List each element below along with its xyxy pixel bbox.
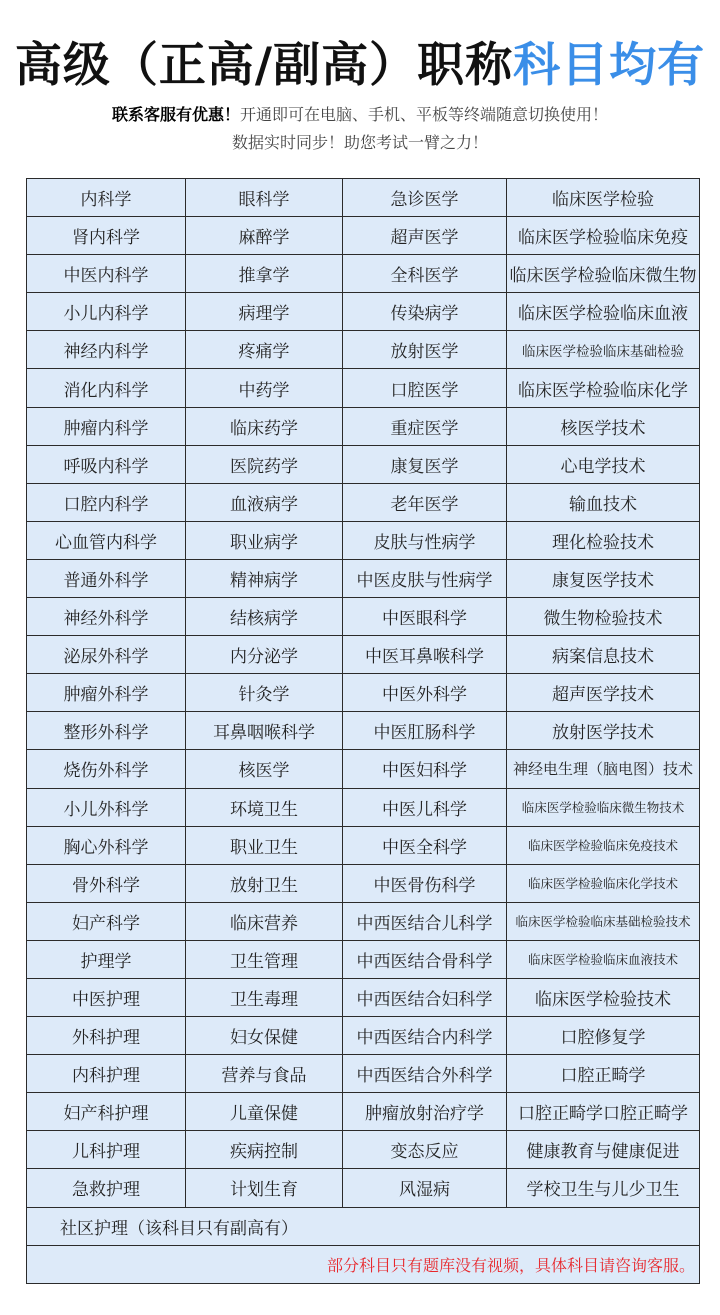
subject-cell: 职业卫生 bbox=[186, 826, 343, 864]
table-row bbox=[27, 636, 700, 674]
subject-cell: 中医妇科学 bbox=[343, 750, 507, 788]
subject-cell: 中医眼科学 bbox=[343, 598, 507, 636]
subject-cell: 整形外科学 bbox=[27, 712, 186, 750]
subject-cell: 烧伤外科学 bbox=[27, 750, 186, 788]
subject-cell: 康复医学 bbox=[343, 445, 507, 483]
subject-cell: 妇产科学 bbox=[27, 902, 186, 940]
subject-cell: 小儿外科学 bbox=[27, 788, 186, 826]
subject-cell: 心血管内科学 bbox=[27, 521, 186, 559]
table-row bbox=[27, 179, 700, 217]
subject-cell: 超声医学技术 bbox=[507, 674, 700, 712]
subject-cell: 肿瘤内科学 bbox=[27, 407, 186, 445]
subject-cell: 变态反应 bbox=[343, 1131, 507, 1169]
table-row bbox=[27, 445, 700, 483]
subject-cell: 疼痛学 bbox=[186, 331, 343, 369]
subject-cell: 微生物检验技术 bbox=[507, 598, 700, 636]
subject-cell: 中西医结合儿科学 bbox=[343, 902, 507, 940]
subject-cell: 临床医学检验临床化学 bbox=[507, 369, 700, 407]
subject-cell: 中西医结合骨科学 bbox=[343, 940, 507, 978]
table-row bbox=[27, 978, 700, 1016]
table-row bbox=[27, 1207, 700, 1245]
subject-cell: 老年医学 bbox=[343, 483, 507, 521]
subject-cell: 中医骨伤科学 bbox=[343, 864, 507, 902]
subject-cell: 临床医学检验 bbox=[507, 179, 700, 217]
subject-cell: 肿瘤放射治疗学 bbox=[343, 1093, 507, 1131]
table-row bbox=[27, 559, 700, 597]
subject-cell: 临床医学检验临床基础检验 bbox=[507, 331, 700, 369]
subject-cell: 口腔正畸学 bbox=[507, 1055, 700, 1093]
subject-cell: 病理学 bbox=[186, 293, 343, 331]
subject-cell: 口腔修复学 bbox=[507, 1017, 700, 1055]
table-row bbox=[27, 1017, 700, 1055]
table-row bbox=[27, 369, 700, 407]
subject-cell: 妇女保健 bbox=[186, 1017, 343, 1055]
subject-cell: 中医护理 bbox=[27, 978, 186, 1016]
subject-cell: 神经电生理（脑电图）技术 bbox=[507, 750, 700, 788]
table-row bbox=[27, 1131, 700, 1169]
table-row bbox=[27, 521, 700, 559]
subject-cell: 胸心外科学 bbox=[27, 826, 186, 864]
table-row bbox=[27, 674, 700, 712]
subject-cell: 临床医学检验临床免疫技术 bbox=[507, 826, 700, 864]
subject-cell: 耳鼻咽喉科学 bbox=[186, 712, 343, 750]
table-row bbox=[27, 1169, 700, 1207]
subject-cell: 精神病学 bbox=[186, 559, 343, 597]
subject-cell: 临床医学检验临床微生物 bbox=[507, 255, 700, 293]
subject-cell: 推拿学 bbox=[186, 255, 343, 293]
subject-table-body bbox=[27, 179, 700, 1284]
subject-cell: 口腔医学 bbox=[343, 369, 507, 407]
subtitle-line-2: 数据实时同步！助您考试一臂之力！ bbox=[231, 133, 488, 152]
table-row bbox=[27, 1093, 700, 1131]
subject-cell: 临床医学检验临床血液技术 bbox=[507, 940, 700, 978]
subject-cell: 临床医学检验技术 bbox=[507, 978, 700, 1016]
table-row bbox=[27, 255, 700, 293]
table-row bbox=[27, 1055, 700, 1093]
subject-cell: 心电学技术 bbox=[507, 445, 700, 483]
subject-cell: 骨外科学 bbox=[27, 864, 186, 902]
table-row bbox=[27, 940, 700, 978]
subject-cell: 血液病学 bbox=[186, 483, 343, 521]
subject-cell: 普通外科学 bbox=[27, 559, 186, 597]
subject-cell: 外科护理 bbox=[27, 1017, 186, 1055]
subject-cell: 中医内科学 bbox=[27, 255, 186, 293]
subject-cell: 儿童保健 bbox=[186, 1093, 343, 1131]
subject-cell: 中医肛肠科学 bbox=[343, 712, 507, 750]
subject-cell: 病案信息技术 bbox=[507, 636, 700, 674]
table-row bbox=[27, 864, 700, 902]
subject-cell: 临床医学检验临床化学技术 bbox=[507, 864, 700, 902]
subject-cell: 小儿内科学 bbox=[27, 293, 186, 331]
subject-cell: 卫生管理 bbox=[186, 940, 343, 978]
subject-cell: 中医耳鼻喉科学 bbox=[343, 636, 507, 674]
table-row bbox=[27, 826, 700, 864]
subject-cell: 临床医学检验临床免疫 bbox=[507, 217, 700, 255]
subject-cell: 营养与食品 bbox=[186, 1055, 343, 1093]
subject-cell: 内科学 bbox=[27, 179, 186, 217]
subject-cell: 核医学 bbox=[186, 750, 343, 788]
subject-cell: 中医皮肤与性病学 bbox=[343, 559, 507, 597]
subject-cell: 临床医学检验临床血液 bbox=[507, 293, 700, 331]
subject-cell: 中医全科学 bbox=[343, 826, 507, 864]
subject-cell: 环境卫生 bbox=[186, 788, 343, 826]
table-row bbox=[27, 331, 700, 369]
subject-cell: 中药学 bbox=[186, 369, 343, 407]
subject-cell: 全科医学 bbox=[343, 255, 507, 293]
table-row bbox=[27, 788, 700, 826]
subject-cell: 中医儿科学 bbox=[343, 788, 507, 826]
table-row bbox=[27, 407, 700, 445]
subtitle-line-1 bbox=[0, 102, 720, 125]
promo-text: 联系客服有优惠！ bbox=[111, 105, 240, 124]
subject-cell: 护理学 bbox=[27, 940, 186, 978]
subject-cell: 内科护理 bbox=[27, 1055, 186, 1093]
subject-cell: 临床药学 bbox=[186, 407, 343, 445]
subject-cell: 风湿病 bbox=[343, 1169, 507, 1207]
table-row bbox=[27, 902, 700, 940]
subject-cell: 结核病学 bbox=[186, 598, 343, 636]
subject-cell: 妇产科护理 bbox=[27, 1093, 186, 1131]
subject-cell: 皮肤与性病学 bbox=[343, 521, 507, 559]
subject-cell: 学校卫生与儿少卫生 bbox=[507, 1169, 700, 1207]
subject-cell: 麻醉学 bbox=[186, 217, 343, 255]
subject-cell: 肾内科学 bbox=[27, 217, 186, 255]
subject-cell: 神经内科学 bbox=[27, 331, 186, 369]
subject-cell: 核医学技术 bbox=[507, 407, 700, 445]
table-row bbox=[27, 712, 700, 750]
subject-cell: 放射医学技术 bbox=[507, 712, 700, 750]
subject-cell: 泌尿外科学 bbox=[27, 636, 186, 674]
subject-cell: 临床医学检验临床微生物技术 bbox=[507, 788, 700, 826]
subject-cell: 重症医学 bbox=[343, 407, 507, 445]
subject-cell: 呼吸内科学 bbox=[27, 445, 186, 483]
notice-text: 部分科目只有题库没有视频，具体科目请咨询客服。 bbox=[27, 1245, 700, 1283]
subject-table bbox=[26, 178, 700, 1284]
subject-cell: 健康教育与健康促进 bbox=[507, 1131, 700, 1169]
table-row bbox=[27, 483, 700, 521]
table-row bbox=[27, 293, 700, 331]
subject-cell: 针灸学 bbox=[186, 674, 343, 712]
subject-cell: 康复医学技术 bbox=[507, 559, 700, 597]
subject-cell: 临床营养 bbox=[186, 902, 343, 940]
subject-cell: 口腔正畸学口腔正畸学 bbox=[507, 1093, 700, 1131]
subject-cell: 肿瘤外科学 bbox=[27, 674, 186, 712]
subject-cell: 中西医结合内科学 bbox=[343, 1017, 507, 1055]
subject-cell: 卫生毒理 bbox=[186, 978, 343, 1016]
community-nursing-cell: 社区护理（该科目只有副高有） bbox=[27, 1207, 700, 1245]
subject-cell: 神经外科学 bbox=[27, 598, 186, 636]
subject-cell: 疾病控制 bbox=[186, 1131, 343, 1169]
subject-cell: 中医外科学 bbox=[343, 674, 507, 712]
subject-cell: 医院药学 bbox=[186, 445, 343, 483]
subject-cell: 理化检验技术 bbox=[507, 521, 700, 559]
subject-cell: 职业病学 bbox=[186, 521, 343, 559]
table-row bbox=[27, 598, 700, 636]
subject-cell: 急救护理 bbox=[27, 1169, 186, 1207]
table-row bbox=[27, 750, 700, 788]
subject-cell: 放射医学 bbox=[343, 331, 507, 369]
subject-cell: 计划生育 bbox=[186, 1169, 343, 1207]
subject-cell: 临床医学检验临床基础检验技术 bbox=[507, 902, 700, 940]
title-part-blue: 科目均有 bbox=[513, 38, 706, 93]
subject-cell: 内分泌学 bbox=[186, 636, 343, 674]
subject-cell: 消化内科学 bbox=[27, 369, 186, 407]
subject-cell: 儿科护理 bbox=[27, 1131, 186, 1169]
page-title bbox=[0, 28, 720, 95]
subject-cell: 超声医学 bbox=[343, 217, 507, 255]
subject-cell: 放射卫生 bbox=[186, 864, 343, 902]
subject-cell: 中西医结合妇科学 bbox=[343, 978, 507, 1016]
subject-cell: 传染病学 bbox=[343, 293, 507, 331]
subject-cell: 中西医结合外科学 bbox=[343, 1055, 507, 1093]
title-part-black: 高级（正高/副高）职称 bbox=[14, 38, 514, 93]
subject-cell: 输血技术 bbox=[507, 483, 700, 521]
table-row bbox=[27, 217, 700, 255]
subject-cell: 口腔内科学 bbox=[27, 483, 186, 521]
subject-cell: 急诊医学 bbox=[343, 179, 507, 217]
table-row bbox=[27, 1245, 700, 1283]
subject-cell: 眼科学 bbox=[186, 179, 343, 217]
subtitle-text-1: 开通即可在电脑、手机、平板等终端随意切换使用！ bbox=[240, 105, 609, 124]
